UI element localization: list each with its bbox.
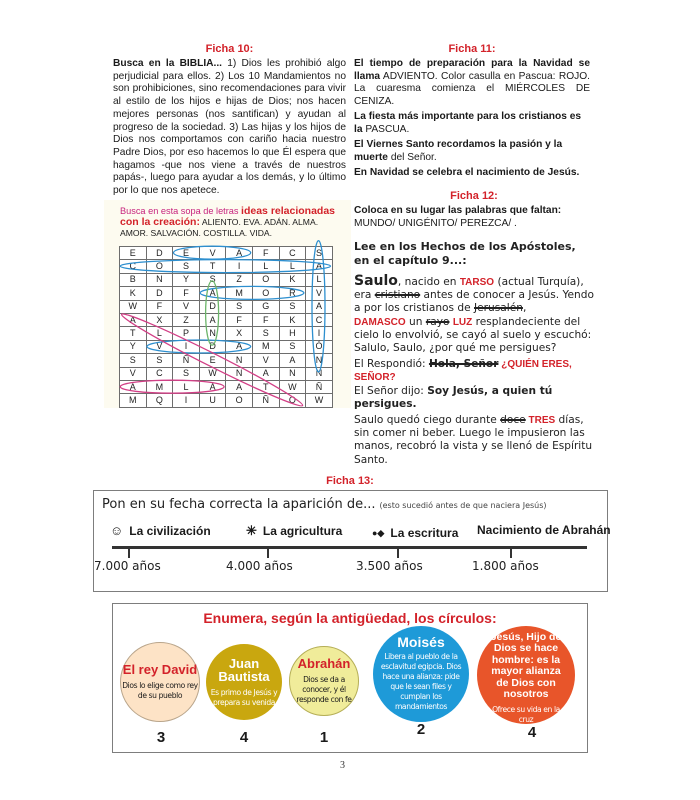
grid-cell[interactable]: Y: [120, 340, 147, 353]
grid-cell[interactable]: V: [252, 354, 279, 367]
answer-damasco: DAMASCO: [354, 316, 406, 328]
grid-cell[interactable]: T: [199, 260, 226, 273]
grid-cell[interactable]: V: [146, 340, 173, 353]
timeline-tick: [267, 548, 269, 558]
grid-cell[interactable]: E: [120, 247, 147, 260]
grid-cell[interactable]: K: [279, 313, 306, 326]
grid-cell[interactable]: N: [226, 354, 253, 367]
circle-number: 3: [156, 729, 166, 746]
story-paragraph-1: [354, 275, 594, 355]
grid-cell[interactable]: Z: [173, 313, 200, 326]
ficha-10-title: Ficha 10:: [205, 43, 254, 55]
word-search-highlight: ideas relacionadas con la creación:: [120, 205, 336, 228]
grid-cell[interactable]: D: [199, 300, 226, 313]
ficha-10-body: 1) Dios les prohibió algo perjudicial para ellos. 2) Los 10 Mandamientos no son prohibiciones, sino recomendaciones para vivir al estilo de los hijos e hijas de Dios; nos hacen mejores personas (nos santifican) y ayudan al progreso de la sociedad. 3) Las hijas y los hijos de Dios nos comportamos con cariño hacia nuestro Padre Dios, por eso hacemos lo que Él espera que hagamos -que nos viene a través de nuestros papás-, luego para ayudar a los demás, y lo último por lo que nos apetece.: [113, 58, 346, 197]
grid-cell[interactable]: A: [226, 380, 253, 393]
grid-cell[interactable]: S: [279, 300, 306, 313]
answer-luz: LUZ: [452, 316, 473, 328]
circles-box: [112, 603, 588, 753]
grid-cell[interactable]: I: [226, 260, 253, 273]
years-label: 4.000 años: [226, 559, 293, 573]
ficha-10-text: [113, 58, 346, 198]
grid-cell[interactable]: D: [146, 287, 173, 300]
grid-cell[interactable]: O: [226, 394, 253, 407]
grid-cell[interactable]: S: [199, 273, 226, 286]
ficha-11-p1-bold: El tiempo de preparación para la Navidad se llama: [354, 58, 590, 82]
sun-icon: ✳: [246, 523, 257, 538]
circle-description: Ofrece su vida en la cruz: [492, 704, 560, 724]
grid-cell[interactable]: N: [226, 367, 253, 380]
grid-cell[interactable]: A: [279, 354, 306, 367]
crossed-word: Jerusalén: [474, 302, 523, 315]
ficha-12-title: Ficha 12:: [450, 190, 498, 202]
story-jesus-reply: Soy Jesús, a quien tú persigues.: [354, 384, 553, 410]
grid-row: [120, 394, 333, 407]
circle-name: Jesús, Hijo de Dios se hace hombre: es la mayor alianza de Dios con nosotros: [490, 630, 562, 700]
years-label: 3.500 años: [356, 559, 423, 573]
timeline-tick: [510, 548, 512, 558]
grid-cell[interactable]: E: [173, 247, 200, 260]
grid-cell[interactable]: D: [199, 340, 226, 353]
grid-cell[interactable]: S: [173, 367, 200, 380]
grid-cell[interactable]: L: [146, 327, 173, 340]
grid-cell[interactable]: Ñ: [173, 354, 200, 367]
grid-cell[interactable]: S: [226, 300, 253, 313]
story-text: ,: [522, 302, 527, 315]
circle-rey-david: [120, 642, 200, 722]
event-abrahan: [477, 523, 611, 537]
story-text: (actual Turquía), era: [354, 276, 584, 302]
story-paragraph-3: [354, 414, 594, 467]
story-text: un: [405, 315, 426, 328]
grid-cell[interactable]: K: [279, 273, 306, 286]
circle-number: 1: [319, 729, 329, 746]
ficha-11-p4: [354, 167, 590, 180]
circle-name: Moisés: [397, 634, 445, 650]
quill-icon: ●◆: [372, 527, 385, 538]
grid-cell[interactable]: A: [226, 340, 253, 353]
grid-cell[interactable]: Q: [146, 394, 173, 407]
grid-cell[interactable]: R: [279, 287, 306, 300]
story-saulo: Saulo: [354, 273, 398, 289]
circle-name: Abrahán: [297, 656, 351, 671]
grid-row: [120, 273, 333, 286]
timeline-tick: [397, 548, 399, 558]
grid-cell[interactable]: E: [199, 354, 226, 367]
grid-cell[interactable]: F: [252, 313, 279, 326]
grid-cell[interactable]: S: [252, 327, 279, 340]
years-label: 1.800 años: [472, 559, 539, 573]
grid-cell[interactable]: C: [146, 367, 173, 380]
ficha-12-lead: Lee en los Hechos de los Apóstoles, en el capítulo 9...:: [354, 240, 576, 267]
ficha-12-instruction: [354, 205, 594, 230]
circle-description: Dios se da a conocer, y él responde con fe: [296, 675, 352, 704]
grid-cell[interactable]: Ñ: [306, 380, 333, 393]
grid-cell[interactable]: H: [279, 327, 306, 340]
grid-cell[interactable]: M: [146, 380, 173, 393]
grid-cell[interactable]: I: [306, 327, 333, 340]
grid-cell[interactable]: D: [146, 247, 173, 260]
grid-row: [120, 340, 333, 353]
timeline-note: (esto sucedió antes de que naciera Jesús): [379, 501, 547, 510]
grid-cell[interactable]: T: [120, 327, 147, 340]
timeline-tick: [128, 548, 130, 558]
crossed-word: Hola, Señor: [428, 358, 499, 371]
event-agricultura: [246, 523, 342, 539]
grid-cell[interactable]: L: [279, 260, 306, 273]
circle-number: 2: [416, 721, 426, 738]
years-label: 7.000 años: [94, 559, 161, 573]
grid-cell[interactable]: A: [120, 380, 147, 393]
grid-cell[interactable]: L: [252, 260, 279, 273]
ficha-12-instruction-bold: Coloca en su lugar las palabras que faltan:: [354, 205, 562, 216]
crossed-word: rayo: [425, 315, 450, 328]
grid-cell[interactable]: O: [146, 260, 173, 273]
grid-cell[interactable]: O: [252, 287, 279, 300]
grid-cell[interactable]: W: [199, 367, 226, 380]
grid-cell[interactable]: C: [306, 313, 333, 326]
grid-cell[interactable]: B: [120, 273, 147, 286]
timeline-prompt: [102, 497, 547, 512]
grid-cell[interactable]: O: [279, 394, 306, 407]
grid-cell[interactable]: N: [306, 354, 333, 367]
ficha-11-p3-bold: El Viernes Santo recordamos la pasión y la muerte: [354, 139, 563, 163]
grid-cell[interactable]: S: [306, 247, 333, 260]
grid-cell[interactable]: X: [226, 327, 253, 340]
ficha-11-p4-bold: En Navidad se celebra el nacimiento de Jesús.: [354, 167, 580, 178]
circle-number: 4: [527, 724, 537, 741]
grid-row: [120, 367, 333, 380]
grid-cell[interactable]: N: [146, 273, 173, 286]
grid-cell[interactable]: W: [279, 380, 306, 393]
grid-cell[interactable]: O: [252, 273, 279, 286]
circle-description: Es primo de Jesús y prepara su venida: [210, 687, 278, 707]
crossed-word: cristiano: [374, 289, 421, 302]
circle-moises: [373, 626, 469, 722]
face-icon: ☺: [110, 523, 124, 538]
story-text: antes de conocer a Jesús. Yendo a por los cristianos de: [354, 289, 594, 315]
circle-description: Dios lo elige como rey de su pueblo: [122, 681, 198, 700]
grid-row: [120, 300, 333, 313]
grid-cell[interactable]: A: [199, 313, 226, 326]
grid-cell[interactable]: N: [306, 367, 333, 380]
grid-cell[interactable]: F: [252, 247, 279, 260]
word-search-instruction: Busca en esta sopa de letras: [120, 206, 242, 216]
grid-cell[interactable]: F: [173, 287, 200, 300]
grid-cell[interactable]: I: [173, 340, 200, 353]
ficha-11-p3: [354, 139, 590, 164]
grid-cell[interactable]: Ñ: [252, 394, 279, 407]
grid-cell[interactable]: S: [173, 260, 200, 273]
grid-cell[interactable]: M: [226, 287, 253, 300]
ficha-11-p1-rest: ADVIENTO. Color casulla en Pascua: ROJO. La cuaresma comienza el MIÉRCOLES DE CENIZA.: [354, 70, 590, 107]
ficha-11-p1: [354, 58, 590, 108]
grid-cell[interactable]: S: [146, 354, 173, 367]
ficha-11-p2-bold: La fiesta más importante para los cristianos es la: [354, 111, 582, 135]
grid-cell[interactable]: P: [173, 327, 200, 340]
story-text: días, sin comer ni beber. Luego le impusieron las manos, recobró la vista y se llenó de Espíritu Santo.: [354, 414, 593, 466]
circle-jesus: [477, 626, 575, 724]
grid-cell[interactable]: V: [120, 367, 147, 380]
story-paragraph-2: [354, 358, 594, 411]
grid-row: [120, 354, 333, 367]
timeline-box: [93, 490, 611, 592]
grid-cell[interactable]: N: [199, 327, 226, 340]
timeline-prompt-text: Pon en su fecha correcta la aparición de...: [102, 497, 376, 512]
grid-row: [120, 327, 333, 340]
event-civilizacion: [110, 523, 211, 538]
grid-cell[interactable]: V: [199, 247, 226, 260]
grid-cell[interactable]: A: [199, 380, 226, 393]
circle-number: 4: [239, 729, 249, 746]
grid-cell[interactable]: A: [306, 260, 333, 273]
grid-cell[interactable]: I: [173, 394, 200, 407]
ficha-12: [354, 190, 594, 470]
grid-cell[interactable]: A: [252, 367, 279, 380]
circle-description: Libera al pueblo de la esclavitud egipcia. Dios hace una alianza: pide que le sean files y cumplan los mandamientos: [380, 652, 462, 711]
ficha-11-p2: [354, 111, 590, 136]
word-search: [104, 200, 351, 408]
grid-row: [120, 313, 333, 326]
grid-cell[interactable]: Y: [173, 273, 200, 286]
ficha-12-story: [354, 275, 594, 467]
circle-name: Juan Bautista: [218, 655, 270, 684]
word-search-intro: [120, 206, 346, 239]
grid-cell[interactable]: M: [120, 394, 147, 407]
story-text: El Respondió:: [354, 358, 429, 371]
grid-cell[interactable]: M: [252, 340, 279, 353]
grid-cell[interactable]: N: [279, 367, 306, 380]
ficha-10: [113, 43, 346, 198]
circle-abrahan: [289, 646, 359, 716]
grid-cell[interactable]: A: [226, 247, 253, 260]
answer-tres: TRES: [525, 415, 556, 427]
grid-cell[interactable]: L: [306, 273, 333, 286]
circles-heading: Enumera, según la antigüedad, los círculos:: [203, 610, 497, 626]
grid-row: [120, 380, 333, 393]
grid-cell[interactable]: V: [173, 300, 200, 313]
grid-cell[interactable]: T: [252, 380, 279, 393]
story-text: Saulo quedó ciego durante: [354, 414, 501, 427]
event-label: La escritura: [390, 526, 459, 540]
grid-cell[interactable]: C: [120, 260, 147, 273]
story-text: El Señor dijo:: [354, 384, 428, 397]
story-text: , nacido en: [397, 276, 460, 288]
circle-name: El rey David: [122, 662, 198, 677]
ficha-11-title: Ficha 11:: [448, 43, 496, 55]
timeline-axis: [112, 546, 587, 549]
circle-juan-bautista: [206, 644, 282, 720]
grid-cell[interactable]: S: [279, 340, 306, 353]
grid-cell[interactable]: S: [120, 354, 147, 367]
word-search-word-list: ALIENTO. EVA. ADÁN. ALMA. AMOR. SALVACIÓN. COSTILLA. VIDA.: [120, 217, 319, 238]
ficha-13-title: Ficha 13:: [326, 475, 374, 487]
grid-cell[interactable]: A: [306, 300, 333, 313]
grid-cell[interactable]: U: [199, 394, 226, 407]
grid-cell[interactable]: W: [306, 394, 333, 407]
grid-cell[interactable]: Ó: [306, 340, 333, 353]
grid-cell[interactable]: F: [226, 313, 253, 326]
grid-row: [120, 287, 333, 300]
ficha-11-p3-rest: del Señor.: [387, 151, 437, 163]
grid-cell[interactable]: K: [120, 287, 147, 300]
grid-cell[interactable]: A: [199, 287, 226, 300]
grid-cell[interactable]: W: [120, 300, 147, 313]
ficha-10-lead: Busca en la BIBLIA...: [113, 58, 223, 69]
grid-cell[interactable]: X: [146, 313, 173, 326]
grid-cell[interactable]: V: [306, 287, 333, 300]
page-number: 3: [340, 760, 345, 771]
ficha-11-p2-rest: PASCUA.: [362, 123, 410, 135]
crossed-word: doce: [500, 414, 526, 427]
event-label: La agricultura: [262, 524, 343, 538]
answer-tarso: TARSO: [459, 277, 495, 288]
grid-cell[interactable]: G: [252, 300, 279, 313]
event-label: La civilización: [129, 523, 211, 538]
ficha-11: [354, 43, 590, 180]
grid-cell[interactable]: F: [146, 300, 173, 313]
grid-cell[interactable]: L: [173, 380, 200, 393]
grid-row: [120, 260, 333, 273]
grid-cell[interactable]: C: [279, 247, 306, 260]
grid-cell[interactable]: Z: [226, 273, 253, 286]
word-search-grid: [119, 246, 333, 408]
event-label: Nacimiento de Abrahán: [477, 523, 611, 537]
ficha-12-instruction-words: MUNDO/ UNIGÉNITO/ PEREZCA/ .: [354, 217, 517, 229]
grid-cell[interactable]: A: [120, 313, 147, 326]
event-escritura: [372, 526, 458, 540]
answer-quien-eres: ¿QUIÉN ERES, SEÑOR?: [354, 359, 572, 384]
grid-row: [120, 247, 333, 260]
story-text: resplandeciente del cielo lo envolvió, se cayó al suelo y escuchó: Salulo, Saulo, ¿por qué me persigues?: [354, 315, 592, 355]
